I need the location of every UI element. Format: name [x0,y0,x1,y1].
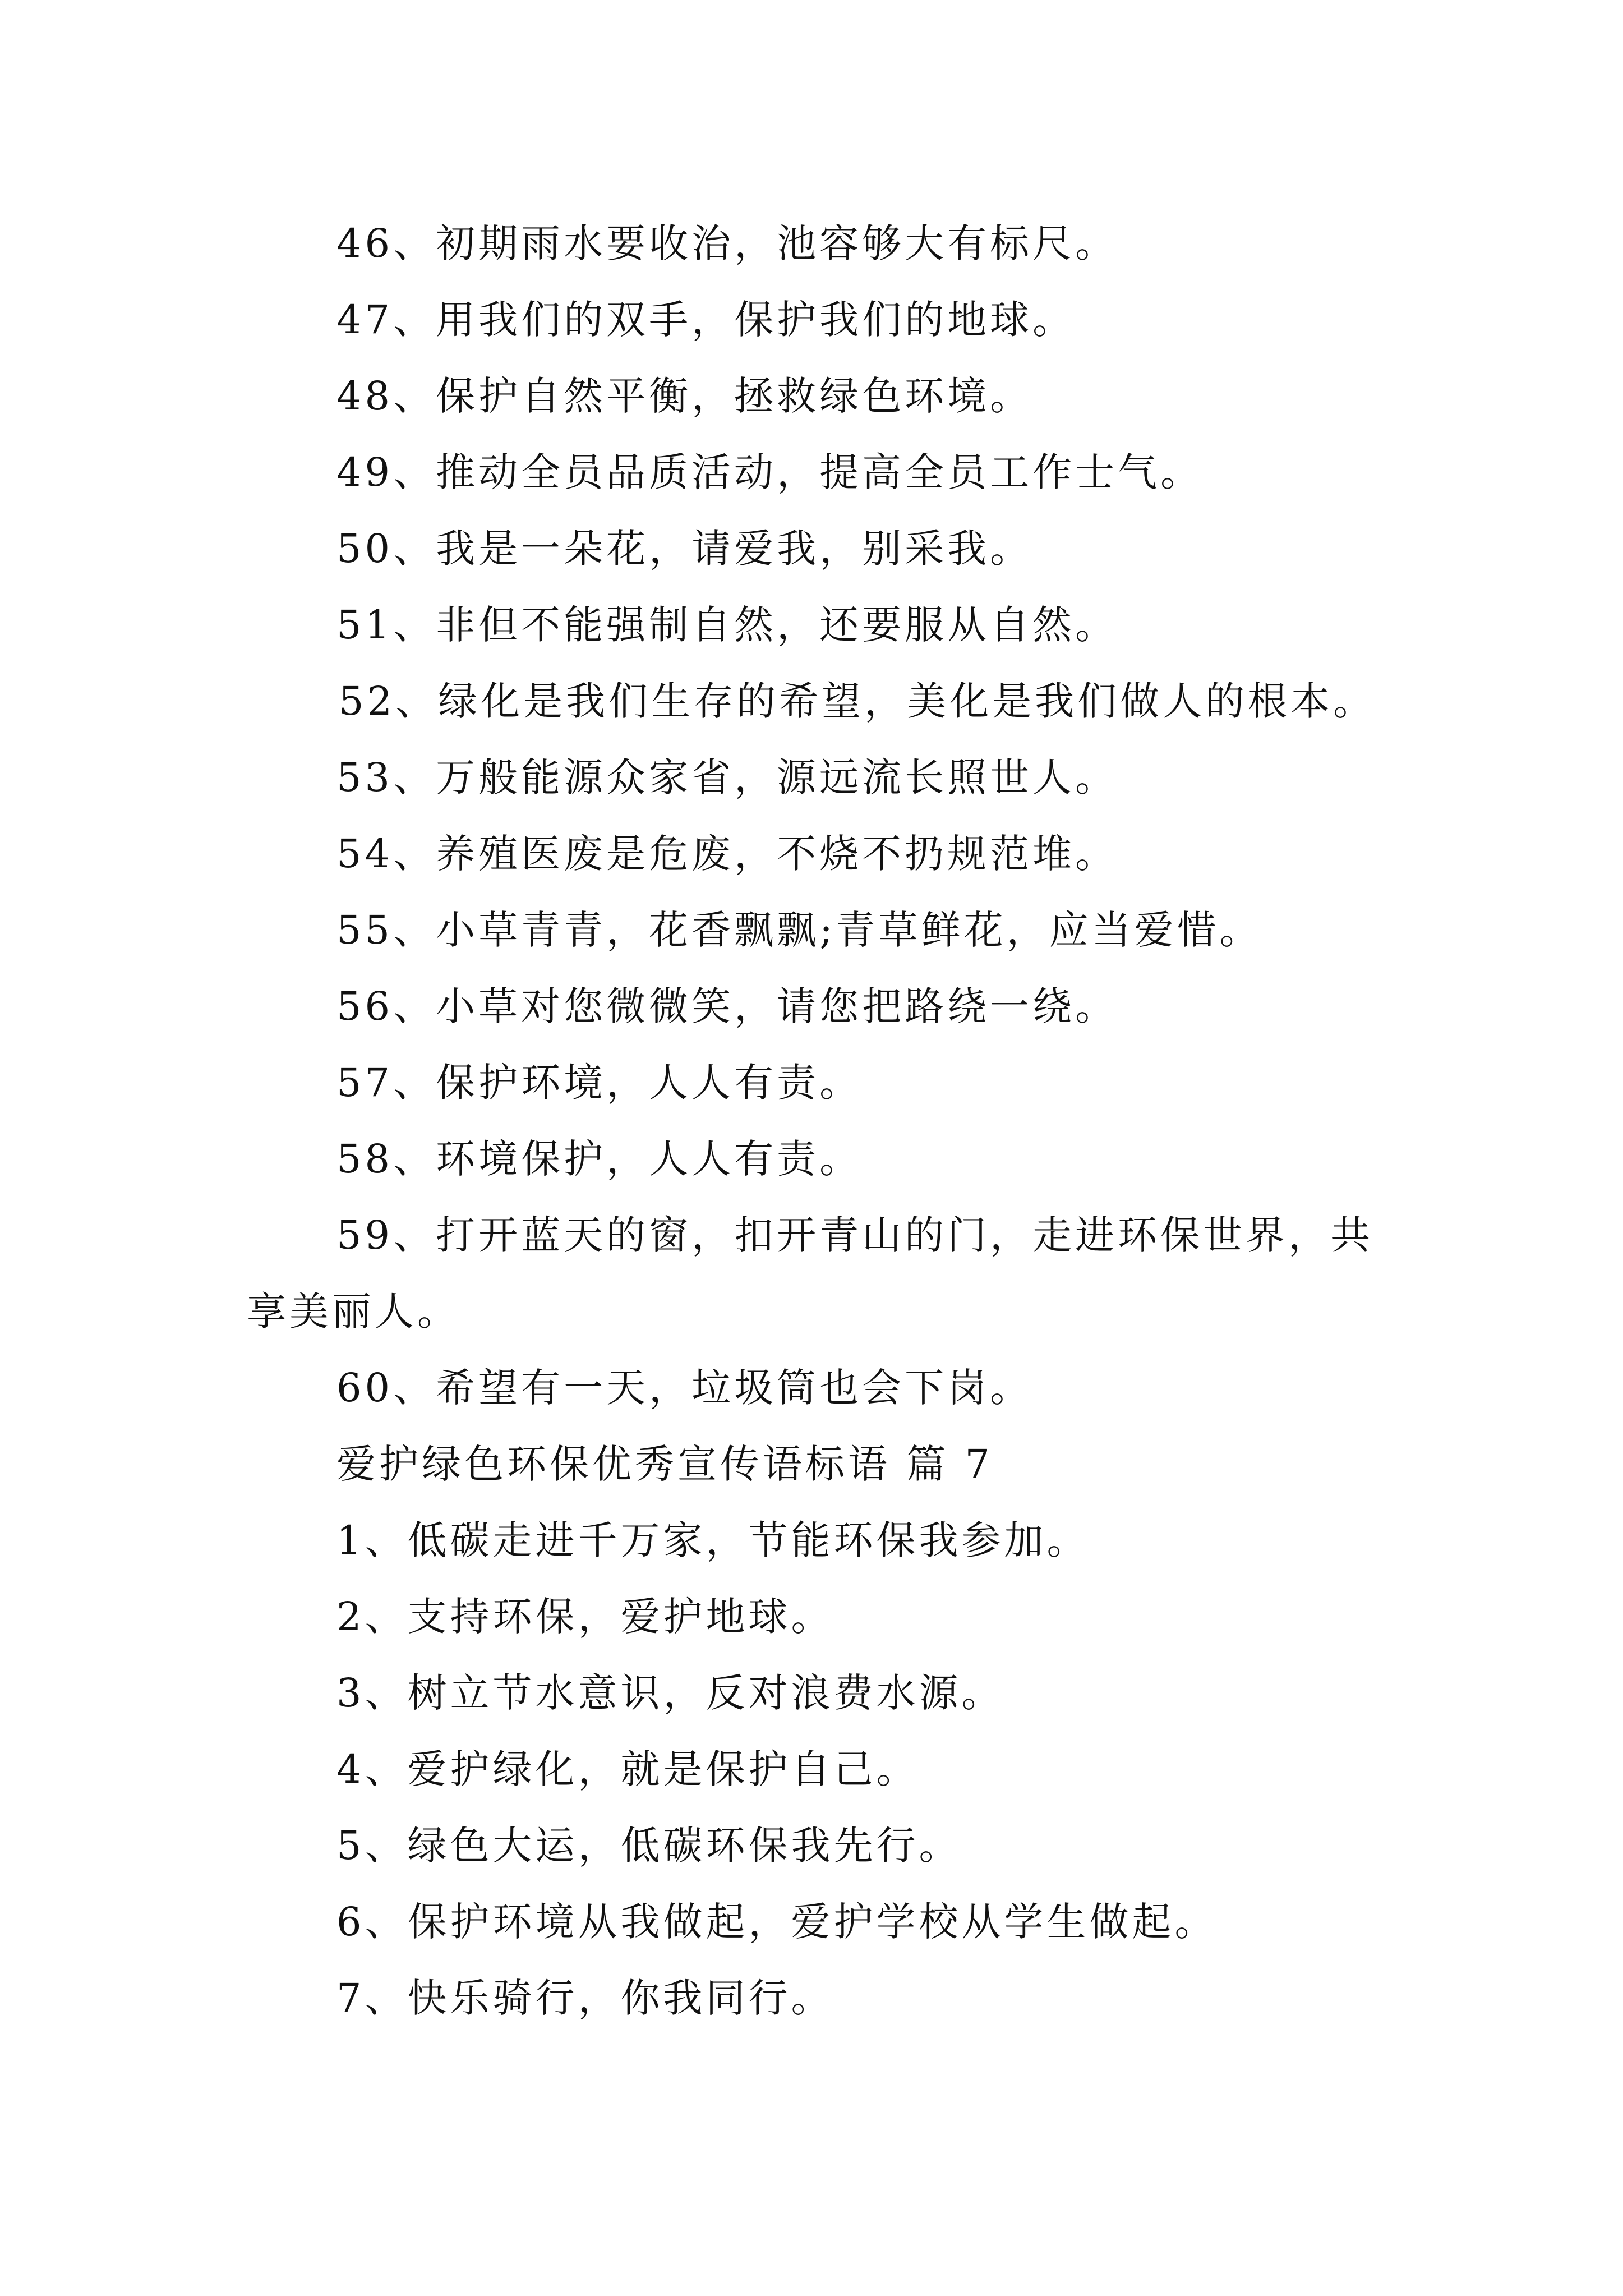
slogan-48: 48、保护自然平衡，拯救绿色环境。 [336,373,1033,419]
section-slogan-4: 4、爱护绿化，就是保护自己。 [336,1746,919,1792]
section-slogan-5: 5、绿色大运，低碳环保我先行。 [336,1823,962,1869]
section-slogan-7: 7、快乐骑行，你我同行。 [336,1975,834,2021]
slogan-57: 57、保护环境，人人有责。 [336,1060,863,1106]
slogan-58: 58、环境保护，人人有责。 [336,1136,863,1182]
section-slogan-2: 2、支持环保，爱护地球。 [336,1594,834,1640]
slogan-47: 47、用我们的双手，保护我们的地球。 [336,297,1076,343]
section-heading: 爱护绿色环保优秀宣传语标语 篇 7 [336,1441,994,1487]
slogan-52: 52、绿化是我们生存的希望，美化是我们做人的根本。 [339,678,1376,724]
slogan-53: 53、万般能源众家省，源远流长照世人。 [336,754,1118,800]
section-slogan-3: 3、树立节水意识，反对浪费水源。 [336,1670,1004,1716]
slogan-55: 55、小草青青，花香飘飘;青草鲜花，应当爱惜。 [336,907,1262,953]
slogan-60: 60、希望有一天，垃圾筒也会下岗。 [336,1365,1033,1411]
document-body [247,205,1424,2036]
slogan-59-line-2: 享美丽人。 [247,1289,460,1335]
slogan-56: 56、小草对您微微笑，请您把路绕一绕。 [336,983,1118,1029]
slogan-51: 51、非但不能强制自然，还要服从自然。 [336,602,1118,648]
section-slogan-6: 6、保护环境从我做起，爱护学校从学生做起。 [336,1899,1218,1945]
slogan-49: 49、推动全员品质活动，提高全员工作士气。 [336,449,1204,495]
slogan-50: 50、我是一朵花，请爱我，别采我。 [336,526,1033,572]
section-slogan-1: 1、低碳走进千万家，节能环保我参加。 [336,1517,1090,1563]
slogan-54: 54、养殖医废是危废，不烧不扔规范堆。 [336,831,1118,877]
slogan-46: 46、初期雨水要收治，池容够大有标尺。 [336,220,1118,266]
slogan-59-line-1: 59、打开蓝天的窗，扣开青山的门，走进环保世界，共 [336,1212,1374,1258]
